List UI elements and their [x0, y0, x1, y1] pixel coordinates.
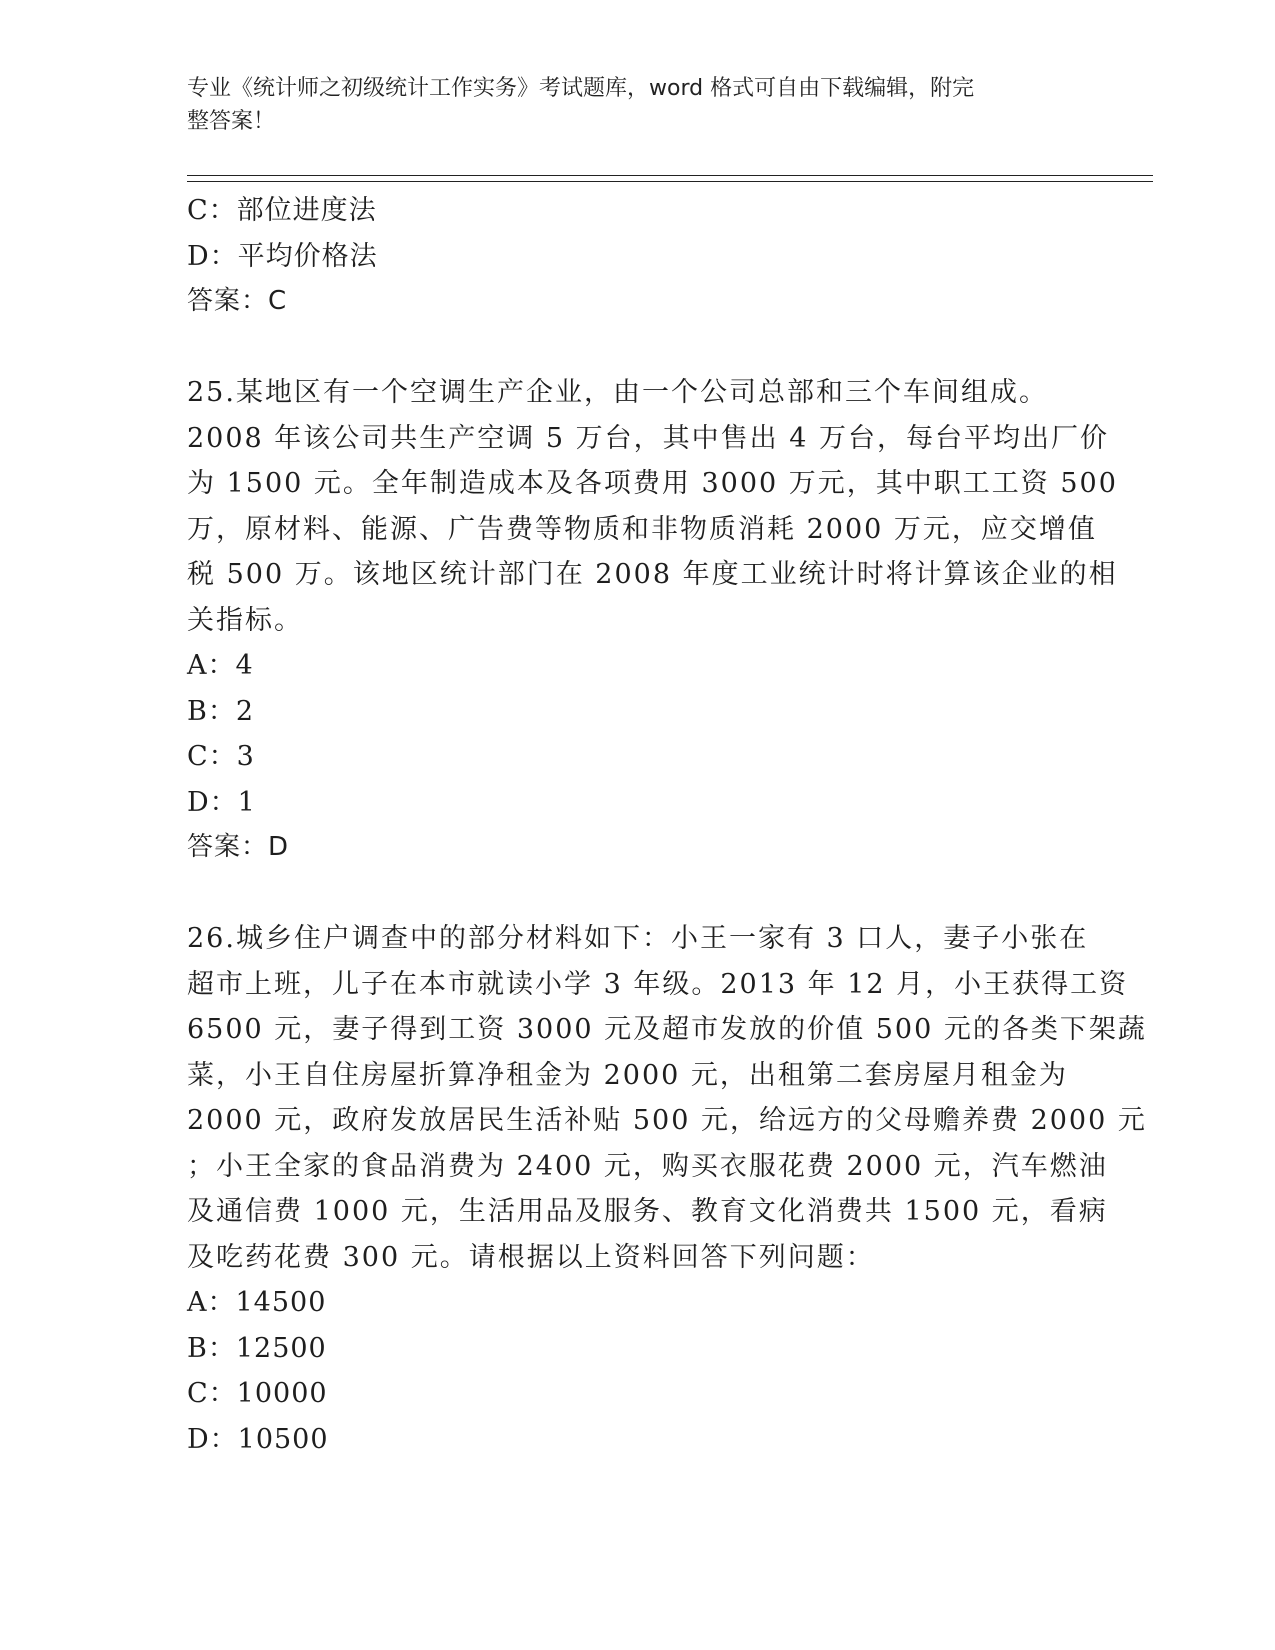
question-26	[187, 916, 1147, 1462]
option-d: D：平均价格法	[187, 240, 378, 272]
question-text-line: 及吃药花费 300 元。请根据以上资料回答下列问题：	[187, 1241, 875, 1273]
question-text-line: 26.城乡住户调查中的部分材料如下：小王一家有 3 口人，妻子小张在	[187, 923, 1089, 954]
page-header	[187, 72, 1067, 138]
question-text-line: 2008 年该公司共生产空调 5 万台，其中售出 4 万台，每台平均出厂价	[187, 422, 1109, 454]
spacer	[187, 871, 1087, 917]
document-body	[187, 188, 1147, 1462]
spacer	[187, 325, 1087, 371]
header-divider-top	[187, 175, 1153, 176]
question-text-line: 超市上班，儿子在本市就读小学 3 年级。2013 年 12 月，小王获得工资	[187, 968, 1129, 1000]
option-a: A：4	[187, 650, 254, 681]
header-divider-bottom	[187, 181, 1153, 182]
option-a: A：14500	[187, 1287, 327, 1318]
option-d: D：10500	[187, 1423, 329, 1455]
option-d: D：1	[187, 786, 256, 818]
question-text-line: 菜，小王自住房屋折算净租金为 2000 元，出租第二套房屋月租金为	[187, 1059, 1068, 1091]
question-text-line: ；小王全家的食品消费为 2400 元，购买衣服花费 2000 元，汽车燃油	[187, 1150, 1108, 1182]
header-line-2: 整答案！	[187, 109, 276, 134]
question-text-line: 关指标。	[187, 604, 303, 636]
question-text-line: 2000 元，政府发放居民生活补贴 500 元，给远方的父母赡养费 2000 元	[187, 1105, 1147, 1136]
answer-line: 答案：D	[187, 832, 290, 862]
option-b: B：12500	[187, 1332, 327, 1364]
question-text-line: 税 500 万。该地区统计部门在 2008 年度工业统计时将计算该企业的相	[187, 559, 1118, 590]
question-text-line: 及通信费 1000 元，生活用品及服务、教育文化消费共 1500 元，看病	[187, 1196, 1108, 1227]
answer-line: 答案：C	[187, 286, 288, 316]
header-line-1: 专业《统计师之初级统计工作实务》考试题库，word 格式可自由下载编辑，附完	[187, 76, 975, 101]
question-text-line: 25.某地区有一个空调生产企业，由一个公司总部和三个车间组成。	[187, 377, 1048, 408]
option-b: B：2	[187, 695, 255, 727]
option-c: C：10000	[187, 1378, 328, 1409]
question-text-line: 为 1500 元。全年制造成本及各项费用 3000 万元，其中职工工资 500	[187, 468, 1118, 499]
question-text-line: 6500 元，妻子得到工资 3000 元及超市发放的价值 500 元的各类下架蔬	[187, 1014, 1147, 1045]
question-25	[187, 370, 1118, 871]
option-c: C：部位进度法	[187, 195, 377, 226]
option-c: C：3	[187, 741, 255, 772]
question-text-line: 万，原材料、能源、广告费等物质和非物质消耗 2000 万元，应交增值	[187, 513, 1097, 545]
